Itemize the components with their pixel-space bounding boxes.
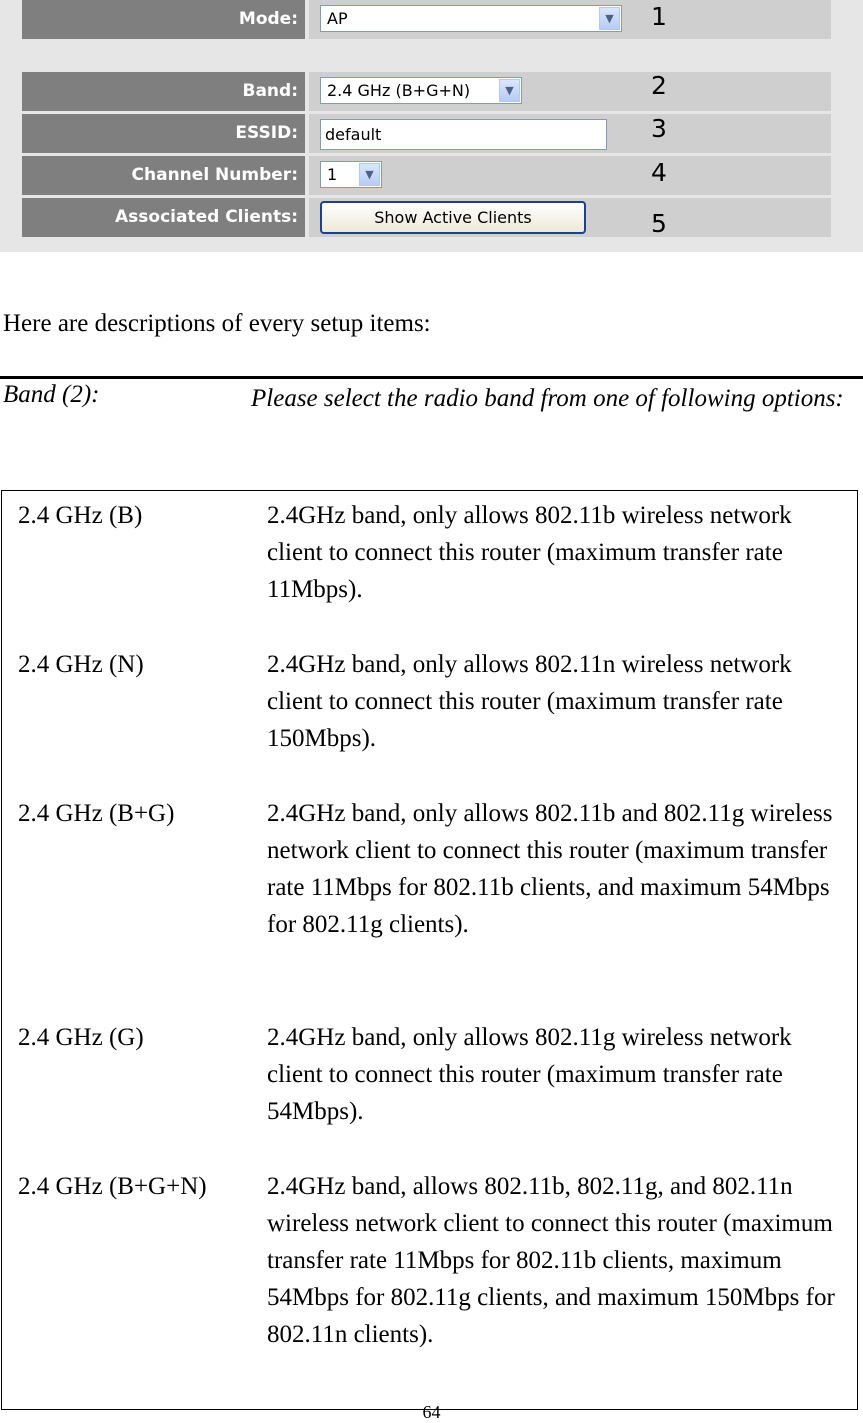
option-term: 2.4 GHz (B+G+N) — [18, 1173, 207, 1200]
band-term: Band (2): — [3, 381, 100, 408]
callout-4: 4 — [651, 158, 667, 187]
option-term: 2.4 GHz (B) — [18, 502, 143, 529]
channel-label: Channel Number: — [22, 156, 305, 195]
option-desc: 2.4GHz band, only allows 802.11g wireless network client to connect this router (maximum transfer rate 54Mbps). — [267, 1024, 792, 1125]
option-desc: 2.4GHz band, allows 802.11b, 802.11g, and 802.11n wireless network client to connect this router (maximum transfer rate 11Mbps for 802.11b clients, maximum 54Mbps for 802.11g clients, and maximum 150Mbps for 802.11n clients). — [267, 1173, 835, 1348]
option-term: 2.4 GHz (N) — [18, 651, 144, 678]
band-definition: Please select the radio band from one of following options: — [251, 385, 844, 412]
option-desc: 2.4GHz band, only allows 802.11b wireless network client to connect this router (maximum transfer rate 11Mbps). — [267, 502, 792, 603]
settings-screenshot — [0, 0, 863, 252]
band-select[interactable] — [320, 77, 522, 104]
section-divider — [0, 376, 863, 379]
callout-5: 5 — [651, 209, 667, 238]
option-term: 2.4 GHz (G) — [18, 1024, 144, 1051]
page-number: 64 — [422, 1402, 441, 1422]
mode-select-value: AP — [327, 9, 348, 28]
essid-label: ESSID: — [22, 114, 305, 153]
mode-label: Mode: — [22, 0, 305, 39]
essid-row — [22, 114, 831, 153]
mode-row — [22, 0, 831, 39]
band-options-box — [1, 490, 858, 1410]
clients-row — [22, 198, 831, 237]
option-term: 2.4 GHz (B+G) — [18, 800, 175, 827]
intro-text: Here are descriptions of every setup items: — [3, 310, 431, 337]
callout-1: 1 — [651, 2, 667, 31]
mode-select[interactable] — [320, 5, 622, 32]
chevron-down-icon[interactable]: ▼ — [499, 79, 520, 102]
chevron-down-icon[interactable]: ▼ — [359, 163, 380, 186]
option-desc: 2.4GHz band, only allows 802.11b and 802.11g wireless network client to connect this router (maximum transfer rate 11Mbps for 802.11b clients, and maximum 54Mbps for 802.11g clients). — [267, 800, 833, 938]
channel-select-value: 1 — [327, 165, 338, 184]
channel-row — [22, 156, 831, 195]
chevron-down-icon[interactable]: ▼ — [599, 7, 620, 30]
clients-label: Associated Clients: — [22, 198, 305, 237]
show-active-clients-button[interactable]: Show Active Clients — [320, 201, 586, 234]
option-desc: 2.4GHz band, only allows 802.11n wireless network client to connect this router (maximum transfer rate 150Mbps). — [267, 651, 792, 752]
callout-3: 3 — [651, 114, 667, 143]
callout-2: 2 — [651, 71, 667, 100]
essid-input[interactable]: default — [320, 119, 607, 150]
channel-select[interactable] — [320, 161, 382, 188]
band-row — [22, 72, 831, 111]
band-label: Band: — [22, 72, 305, 111]
band-select-value: 2.4 GHz (B+G+N) — [327, 81, 471, 100]
